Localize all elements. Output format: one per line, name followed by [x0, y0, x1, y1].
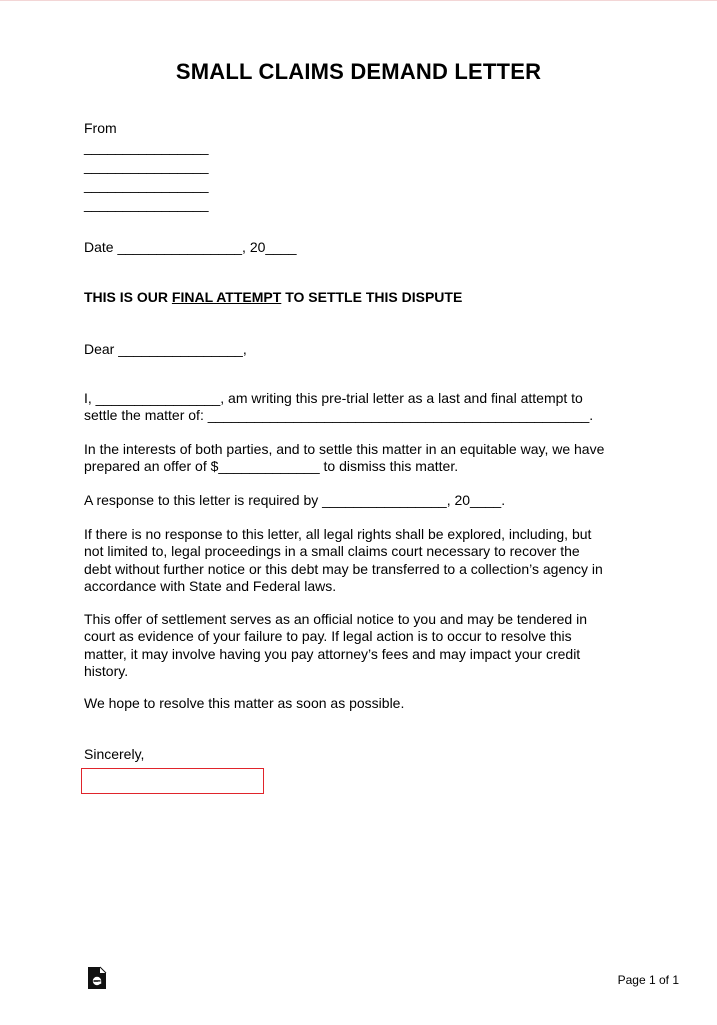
- eforms-logo-icon: [87, 966, 107, 990]
- heading-underlined: FINAL ATTEMPT: [171, 289, 282, 305]
- paragraph-response-deadline: A response to this letter is required by ________________, 20____.: [84, 492, 506, 508]
- heading-prefix: THIS IS OUR: [84, 289, 172, 305]
- paragraph-intro: I, ________________, am writing this pre-trial letter as a last and final attempt to settle the matter of: _________________________________________________.: [84, 390, 594, 424]
- closing: Sincerely,: [84, 746, 145, 762]
- paragraph-offer: In the interests of both parties, and to settle this matter in an equitable way, we have prepared an offer of $_____________ to dismiss this matter.: [84, 441, 605, 475]
- from-label: From: [84, 120, 117, 136]
- from-line-2: ________________: [84, 158, 209, 174]
- date-line: Date ________________, 20____: [84, 239, 297, 255]
- page-number: Page 1 of 1: [617, 973, 679, 987]
- document-title: SMALL CLAIMS DEMAND LETTER: [175, 59, 542, 84]
- from-line-1: ________________: [84, 139, 209, 155]
- heading-suffix: TO SETTLE THIS DISPUTE: [281, 289, 463, 305]
- paragraph-resolve: We hope to resolve this matter as soon as possible.: [84, 695, 405, 711]
- paragraph-official-notice: This offer of settlement serves as an official notice to you and may be tendered in court as evidence of your failure to pay. If legal action is to occur to resolve this matter, it may involve having you pay attorney’s fees and may impact your credit history.: [84, 611, 587, 679]
- signature-field[interactable]: [81, 768, 264, 794]
- from-line-3: ________________: [84, 177, 209, 193]
- from-line-4: ________________: [84, 196, 209, 212]
- final-attempt-heading: [84, 289, 462, 306]
- salutation: Dear ________________,: [84, 341, 247, 357]
- paragraph-legal-rights: If there is no response to this letter, all legal rights shall be explored, including, but not limited to, legal proceedings in a small claims court necessary to recover the debt without further notice or this debt may be transferred to a collection’s agency in accordance with State and Federal laws.: [84, 526, 603, 594]
